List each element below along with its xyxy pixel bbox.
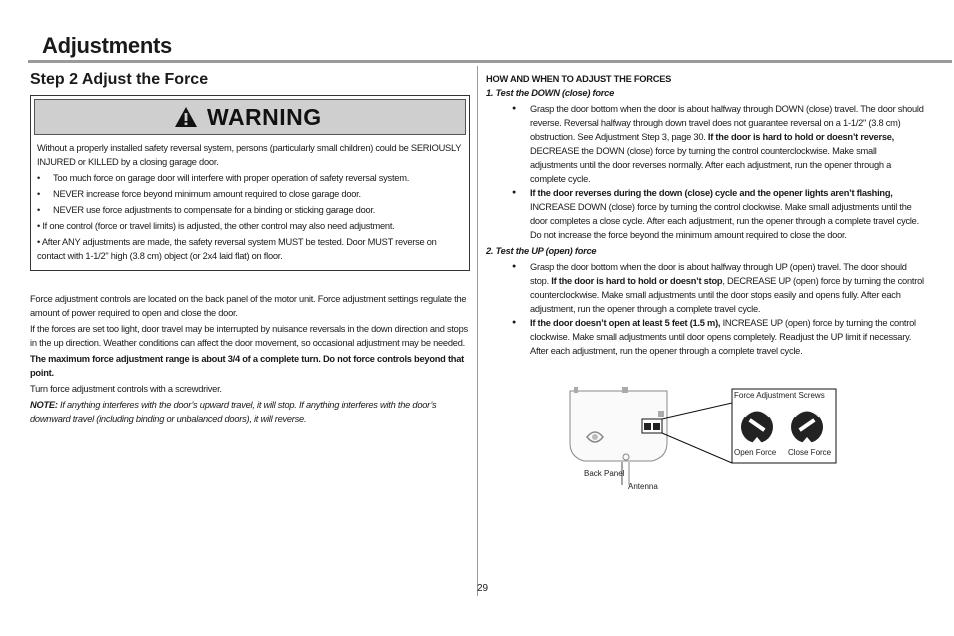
warning-triangle-icon bbox=[174, 106, 198, 128]
antenna-label: Antenna bbox=[628, 482, 658, 491]
down-test-title: 1. Test the DOWN (close) force bbox=[486, 88, 615, 98]
column-divider bbox=[477, 66, 478, 596]
item-bold: If the door is hard to hold or doesn’t stop bbox=[551, 276, 723, 286]
motor-unit-illustration bbox=[562, 385, 842, 495]
paragraph: If the forces are set too light, door travel may be interrupted by nuisance reversals in the down direction and stops in the up direction. Weather conditions can affect the door movement, so occasional adjustment may be needed. bbox=[30, 324, 468, 348]
force-instructions bbox=[486, 72, 926, 360]
warning-box bbox=[30, 95, 470, 271]
instructions-heading: HOW AND WHEN TO ADJUST THE FORCES bbox=[486, 74, 672, 84]
item-text: , DECREASE UP (open) force by turning the control counterclockwise. Make small adjustments until the door stops easily and opens fully. After each adjustment, run the opener through a complete travel cycle. bbox=[530, 276, 924, 314]
warning-header bbox=[34, 99, 466, 135]
force-controls-text bbox=[30, 292, 470, 428]
item-text: Grasp the door bottom when the door is about halfway through DOWN (close) travel. The door should reverse. Reversal halfway through down travel does not guarantee reversal on a 1-1/2" (3.8 cm) obstruction. See Adjustment Step 3, page 30. bbox=[530, 104, 924, 142]
title-rule bbox=[28, 60, 952, 63]
up-test-list bbox=[486, 260, 926, 358]
close-force-label: Close Force bbox=[788, 448, 832, 457]
paragraph: Turn force adjustment controls with a screwdriver. bbox=[30, 384, 222, 394]
item-bold: If the door doesn’t open at least 5 feet (1.5 m), bbox=[530, 318, 721, 328]
up-test-title: 2. Test the UP (open) force bbox=[486, 246, 597, 256]
paragraph-bold: The maximum force adjustment range is about 3/4 of a complete turn. Do not force controls beyond that point. bbox=[30, 354, 464, 378]
warning-intro: Without a properly installed safety reversal system, persons (particularly small children) could be SERIOUSLY INJURED or KILLED by a closing garage door. bbox=[37, 143, 462, 167]
warning-bullets bbox=[37, 171, 465, 217]
force-adjustment-diagram bbox=[562, 385, 842, 495]
warning-extra: • If one control (force or travel limits) is adjusted, the other control may also need adjustment. bbox=[37, 221, 395, 231]
list-item bbox=[486, 186, 926, 242]
warning-extra: • After ANY adjustments are made, the safety reversal system MUST be tested. Door MUST reverse on contact with 1-1/2" high (3.8 cm) object (or 2x4 laid flat) on floor. bbox=[37, 237, 437, 261]
item-bold: If the door reverses during the down (close) cycle and the opener lights aren’t flashing, bbox=[530, 188, 893, 198]
warning-bullet: • NEVER use force adjustments to compensate for a binding or sticking garage door. bbox=[37, 203, 465, 217]
list-item bbox=[486, 316, 926, 358]
item-text: INCREASE DOWN (close) force by turning the control clockwise. Make small adjustments until the door completes a close cycle. After each adjustment, run the opener through a complete travel cycle. Do not increase the force beyond the minimum amount required to close the door. bbox=[530, 202, 919, 240]
warning-body bbox=[37, 141, 465, 265]
list-item bbox=[486, 260, 926, 316]
item-bold: If the door is hard to hold or doesn’t reverse, bbox=[707, 132, 895, 142]
note-label: NOTE: bbox=[30, 400, 58, 410]
note-text: If anything interferes with the door’s upward travel, it will stop. If anything interferes with the door’s downward travel (including binding or unbalanced doors), it will reverse. bbox=[30, 400, 437, 424]
down-test-list bbox=[486, 102, 926, 242]
open-force-label: Open Force bbox=[734, 448, 777, 457]
page-number: 29 bbox=[477, 583, 489, 594]
item-text: Grasp the door bottom when the door is about halfway through UP (open) travel. The door should stop. bbox=[530, 262, 907, 286]
item-text: INCREASE UP (open) force by turning the control clockwise. Make small adjustments until door opens completely. Readjust the UP limit if necessary. After each adjustment, run the opener through a complete travel cycle. bbox=[530, 318, 916, 356]
force-screws-label: Force Adjustment Screws bbox=[734, 391, 825, 400]
back-panel-label: Back Panel bbox=[584, 469, 625, 478]
item-text: DECREASE the DOWN (close) force by turning the control counterclockwise. Make small adjustments until the door reverses normally. After each adjustment, run the opener through a complete cycle. bbox=[530, 146, 892, 184]
warning-bullet: • Too much force on garage door will interfere with proper operation of safety reversal system. bbox=[37, 171, 465, 185]
warning-title: WARNING bbox=[207, 104, 322, 130]
warning-bullet: • NEVER increase force beyond minimum amount required to close garage door. bbox=[37, 187, 465, 201]
list-item bbox=[486, 102, 926, 186]
note-paragraph bbox=[30, 398, 470, 426]
section-title: Step 2 Adjust the Force bbox=[30, 71, 209, 88]
paragraph: Force adjustment controls are located on the back panel of the motor unit. Force adjustment settings regulate the amount of power required to open and close the door. bbox=[30, 294, 467, 318]
page-title: Adjustments bbox=[42, 33, 172, 58]
